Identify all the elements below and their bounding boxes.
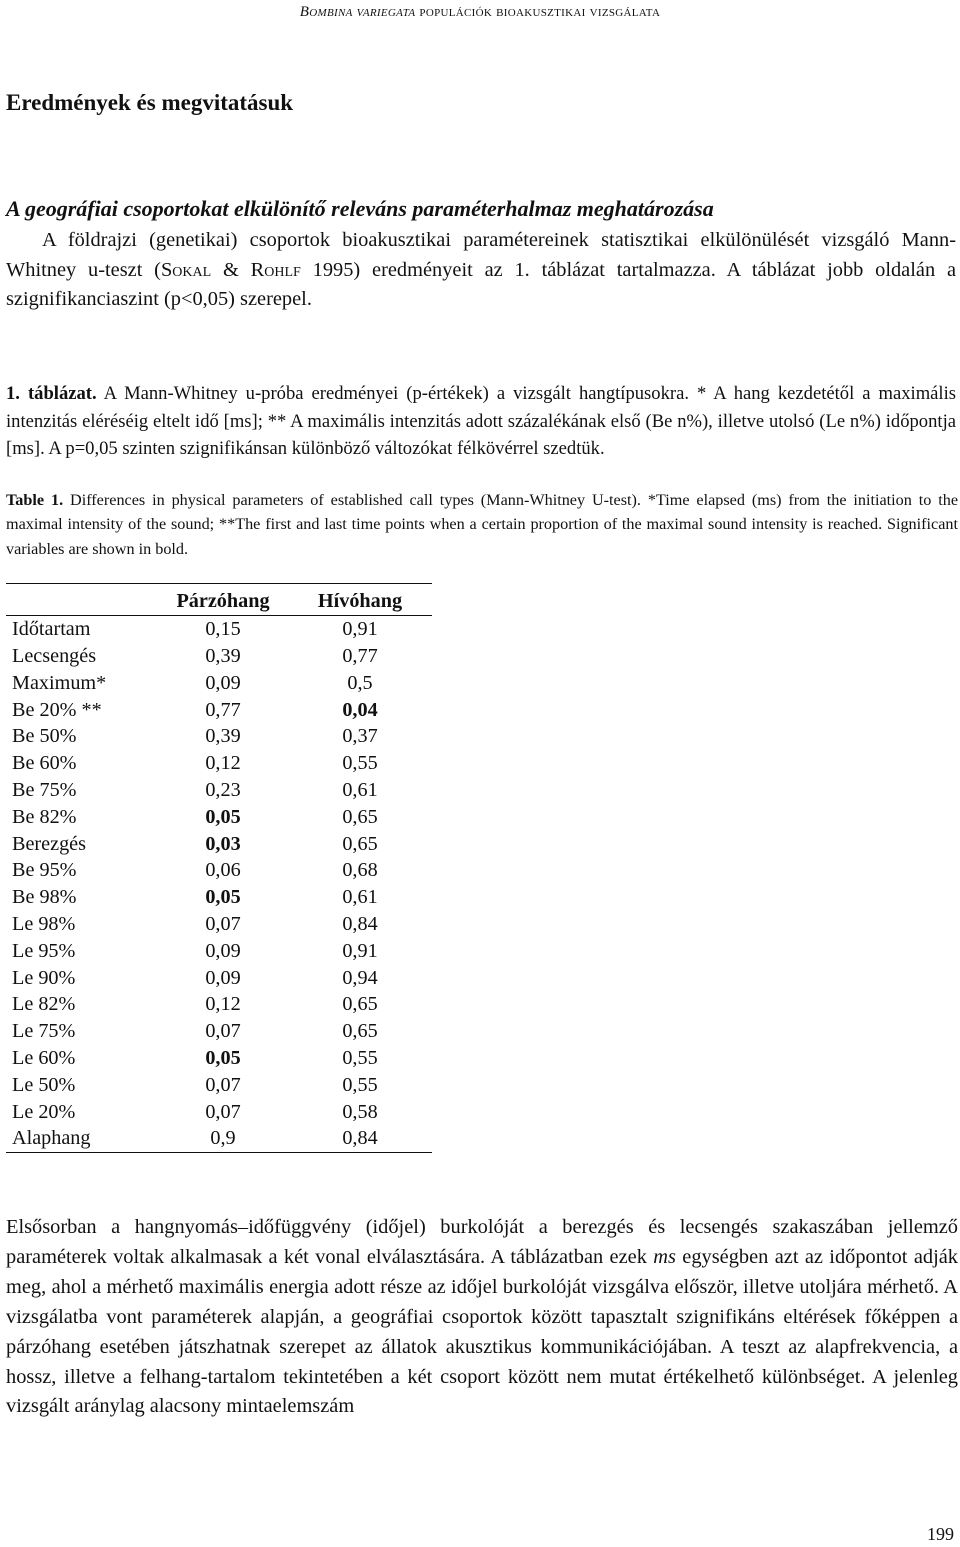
table-caption-hungarian	[6, 380, 956, 463]
header-empty	[6, 584, 158, 615]
caption-en-label: Table 1.	[6, 491, 64, 509]
author-amp: &	[211, 258, 251, 281]
row-label: Le 98%	[12, 912, 76, 935]
discussion-text	[6, 1216, 958, 1417]
table-row	[6, 884, 432, 911]
table-row	[6, 697, 432, 724]
table-row	[6, 1045, 432, 1072]
table-row	[6, 831, 432, 858]
caption-hu-text: A Mann-Whitney u-próba eredményei (p-értékek) a vizsgált hangtípusokra. * A hang kezdetétől a maximális intenzitás eléréséig eltelt idő [ms]; ** A maximális intenzitás adott százalékának első (Be n%), illetve utolsó (Le n%) időpontja [ms]. A p=0,05 szinten szignifikánsan különböző változókat félkövérrel szedtük.	[6, 383, 957, 460]
table-row	[6, 1072, 432, 1099]
row-label: Le 75%	[12, 1020, 76, 1043]
hivohang-value: 0,55	[342, 1046, 378, 1069]
header-parzohang: Párzóhang	[158, 584, 288, 615]
parzohang-value: 0,09	[205, 939, 241, 962]
hivohang-value: 0,84	[288, 1125, 432, 1152]
intro-text-a: A földrajzi (genetikai) csoportok bioakusztikai paramétereinek statisztikai elkülönülését vizsgáló Mann-Whitney u-teszt (	[6, 229, 956, 281]
row-label: Be 20% **	[12, 698, 102, 721]
row-label: Alaphang	[6, 1125, 158, 1152]
hivohang-value: 0,65	[342, 993, 378, 1016]
header-hivohang: Hívóhang	[288, 584, 432, 615]
parzohang-value: 0,07	[205, 912, 241, 935]
hivohang-value: 0,94	[342, 966, 378, 989]
table-row	[6, 991, 432, 1018]
table-header-row	[6, 584, 432, 615]
table-row	[6, 1018, 432, 1045]
caption-hu-label: 1. táblázat.	[6, 383, 97, 404]
section-title: A geográfiai csoportokat elkülönítő releváns paraméterhalmaz meghatározása	[6, 196, 714, 221]
table-row	[6, 750, 432, 777]
hivohang-value: 0,5	[347, 671, 373, 694]
table-row	[6, 777, 432, 804]
discussion-text-a: Elsősorban a hangnyomás–időfüggvény (időjel) burkolóját a berezgés és lecsengés szakaszában jellemző paraméterek voltak alkalmasak a két vonal elválasztására. A táblázatban ezek	[6, 1216, 958, 1268]
hivohang-value: 0,84	[342, 912, 378, 935]
parzohang-value: 0,07	[205, 1100, 241, 1123]
parzohang-value: 0,39	[205, 725, 241, 748]
parzohang-value: 0,09	[205, 671, 241, 694]
parzohang-value: 0,05	[205, 1046, 241, 1069]
row-label: Be 75%	[12, 778, 77, 801]
hivohang-value: 0,77	[342, 644, 378, 667]
hivohang-value: 0,65	[342, 805, 378, 828]
author-sokal: Sokal	[160, 258, 212, 281]
row-label: Le 90%	[12, 966, 76, 989]
row-label: Le 95%	[12, 939, 76, 962]
table-row	[6, 804, 432, 831]
author-rohlf: Rohlf	[250, 258, 301, 281]
caption-en-text: Differences in physical parameters of established call types (Mann-Whitney U-test). *Time elapsed (ms) from the initiation to the maximal intensity of the sound; **The first and last time points when a certain proportion of the maximal sound intensity is reached. Significant variables are shown in bold.	[6, 491, 959, 558]
running-head	[0, 4, 960, 21]
table-row	[6, 670, 432, 697]
hivohang-value: 0,04	[342, 698, 378, 721]
parzohang-value: 0,03	[205, 832, 241, 855]
row-label: Maximum*	[12, 671, 107, 694]
parzohang-value: 0,12	[205, 993, 241, 1016]
discussion-text-b: egységben azt az időpontot adják meg, ahol a mérhető maximális energia adott része az időjel burkolóját vizsgálva először, illetve utoljára mérhető. A vizsgálatba vont paraméterek alapján, a geográfiai csoportok között tapasztalt szignifikáns eltérések főképpen a párzóhang esetében játszhatnak szerepet az állatok akusztikus kommunikációjában. A teszt az alapfrekvencia, a hossz, illetve a felhang-tartalom tekintetében a két csoport között nem mutat értékelhető különbséget. A jelenleg vizsgált aránylag alacsony mintaelemszám	[6, 1245, 958, 1418]
hivohang-value: 0,55	[342, 752, 378, 775]
hivohang-value: 0,37	[342, 725, 378, 748]
table-row	[6, 938, 432, 965]
parzohang-value: 0,9	[158, 1125, 288, 1152]
hivohang-value: 0,61	[342, 886, 378, 909]
row-label: Le 50%	[12, 1073, 76, 1096]
hivohang-value: 0,65	[342, 1020, 378, 1043]
table-row	[6, 965, 432, 992]
hivohang-value: 0,65	[342, 832, 378, 855]
parzohang-value: 0,09	[205, 966, 241, 989]
table-caption-english	[6, 488, 958, 561]
table-row	[6, 643, 432, 670]
parzohang-value: 0,07	[205, 1020, 241, 1043]
table-row	[6, 857, 432, 884]
row-label: Be 60%	[12, 752, 77, 775]
parzohang-value: 0,05	[205, 886, 241, 909]
row-label: Időtartam	[12, 618, 91, 641]
parzohang-value: 0,06	[205, 859, 241, 882]
parzohang-value: 0,23	[205, 778, 241, 801]
parzohang-value: 0,39	[205, 644, 241, 667]
discussion-unit-ms: ms	[653, 1245, 676, 1268]
parzohang-value: 0,77	[205, 698, 241, 721]
row-label: Le 20%	[12, 1100, 76, 1123]
hivohang-value: 0,91	[342, 939, 378, 962]
table-row	[6, 1125, 432, 1152]
intro-paragraph-text	[6, 226, 956, 315]
parzohang-value: 0,07	[205, 1073, 241, 1096]
results-table-wrapper	[6, 583, 432, 1153]
table-row	[6, 1099, 432, 1126]
table-row	[6, 911, 432, 938]
hivohang-value: 0,58	[342, 1100, 378, 1123]
row-label: Le 60%	[12, 1046, 76, 1069]
hivohang-value: 0,61	[342, 778, 378, 801]
parzohang-value: 0,05	[205, 805, 241, 828]
running-head-species: Bombina variegata	[299, 4, 416, 20]
running-head-title: populációk bioakusztikai vizsgálata	[415, 4, 661, 20]
results-table	[6, 584, 432, 1153]
row-label: Be 50%	[12, 725, 77, 748]
table-row	[6, 723, 432, 750]
row-label: Le 82%	[12, 993, 76, 1016]
hivohang-value: 0,91	[342, 618, 378, 641]
parzohang-value: 0,15	[205, 618, 241, 641]
hivohang-value: 0,68	[342, 859, 378, 882]
row-label: Be 98%	[12, 886, 77, 909]
hivohang-value: 0,55	[342, 1073, 378, 1096]
intro-paragraph	[6, 226, 956, 315]
row-label: Be 95%	[12, 859, 77, 882]
page-number: 199	[927, 1524, 954, 1544]
intro-text-b: 1995) eredményeit az 1. táblázat tartalmazza. A táblázat jobb oldalán a szignifikanciaszint (p<0,05) szerepel.	[6, 258, 956, 311]
row-label: Berezgés	[12, 832, 86, 855]
discussion-paragraph	[6, 1213, 958, 1422]
page-heading: Eredmények és megvitatásuk	[6, 90, 294, 115]
row-label: Lecsengés	[12, 644, 97, 667]
table-row	[6, 616, 432, 643]
row-label: Be 82%	[12, 805, 77, 828]
parzohang-value: 0,12	[205, 752, 241, 775]
